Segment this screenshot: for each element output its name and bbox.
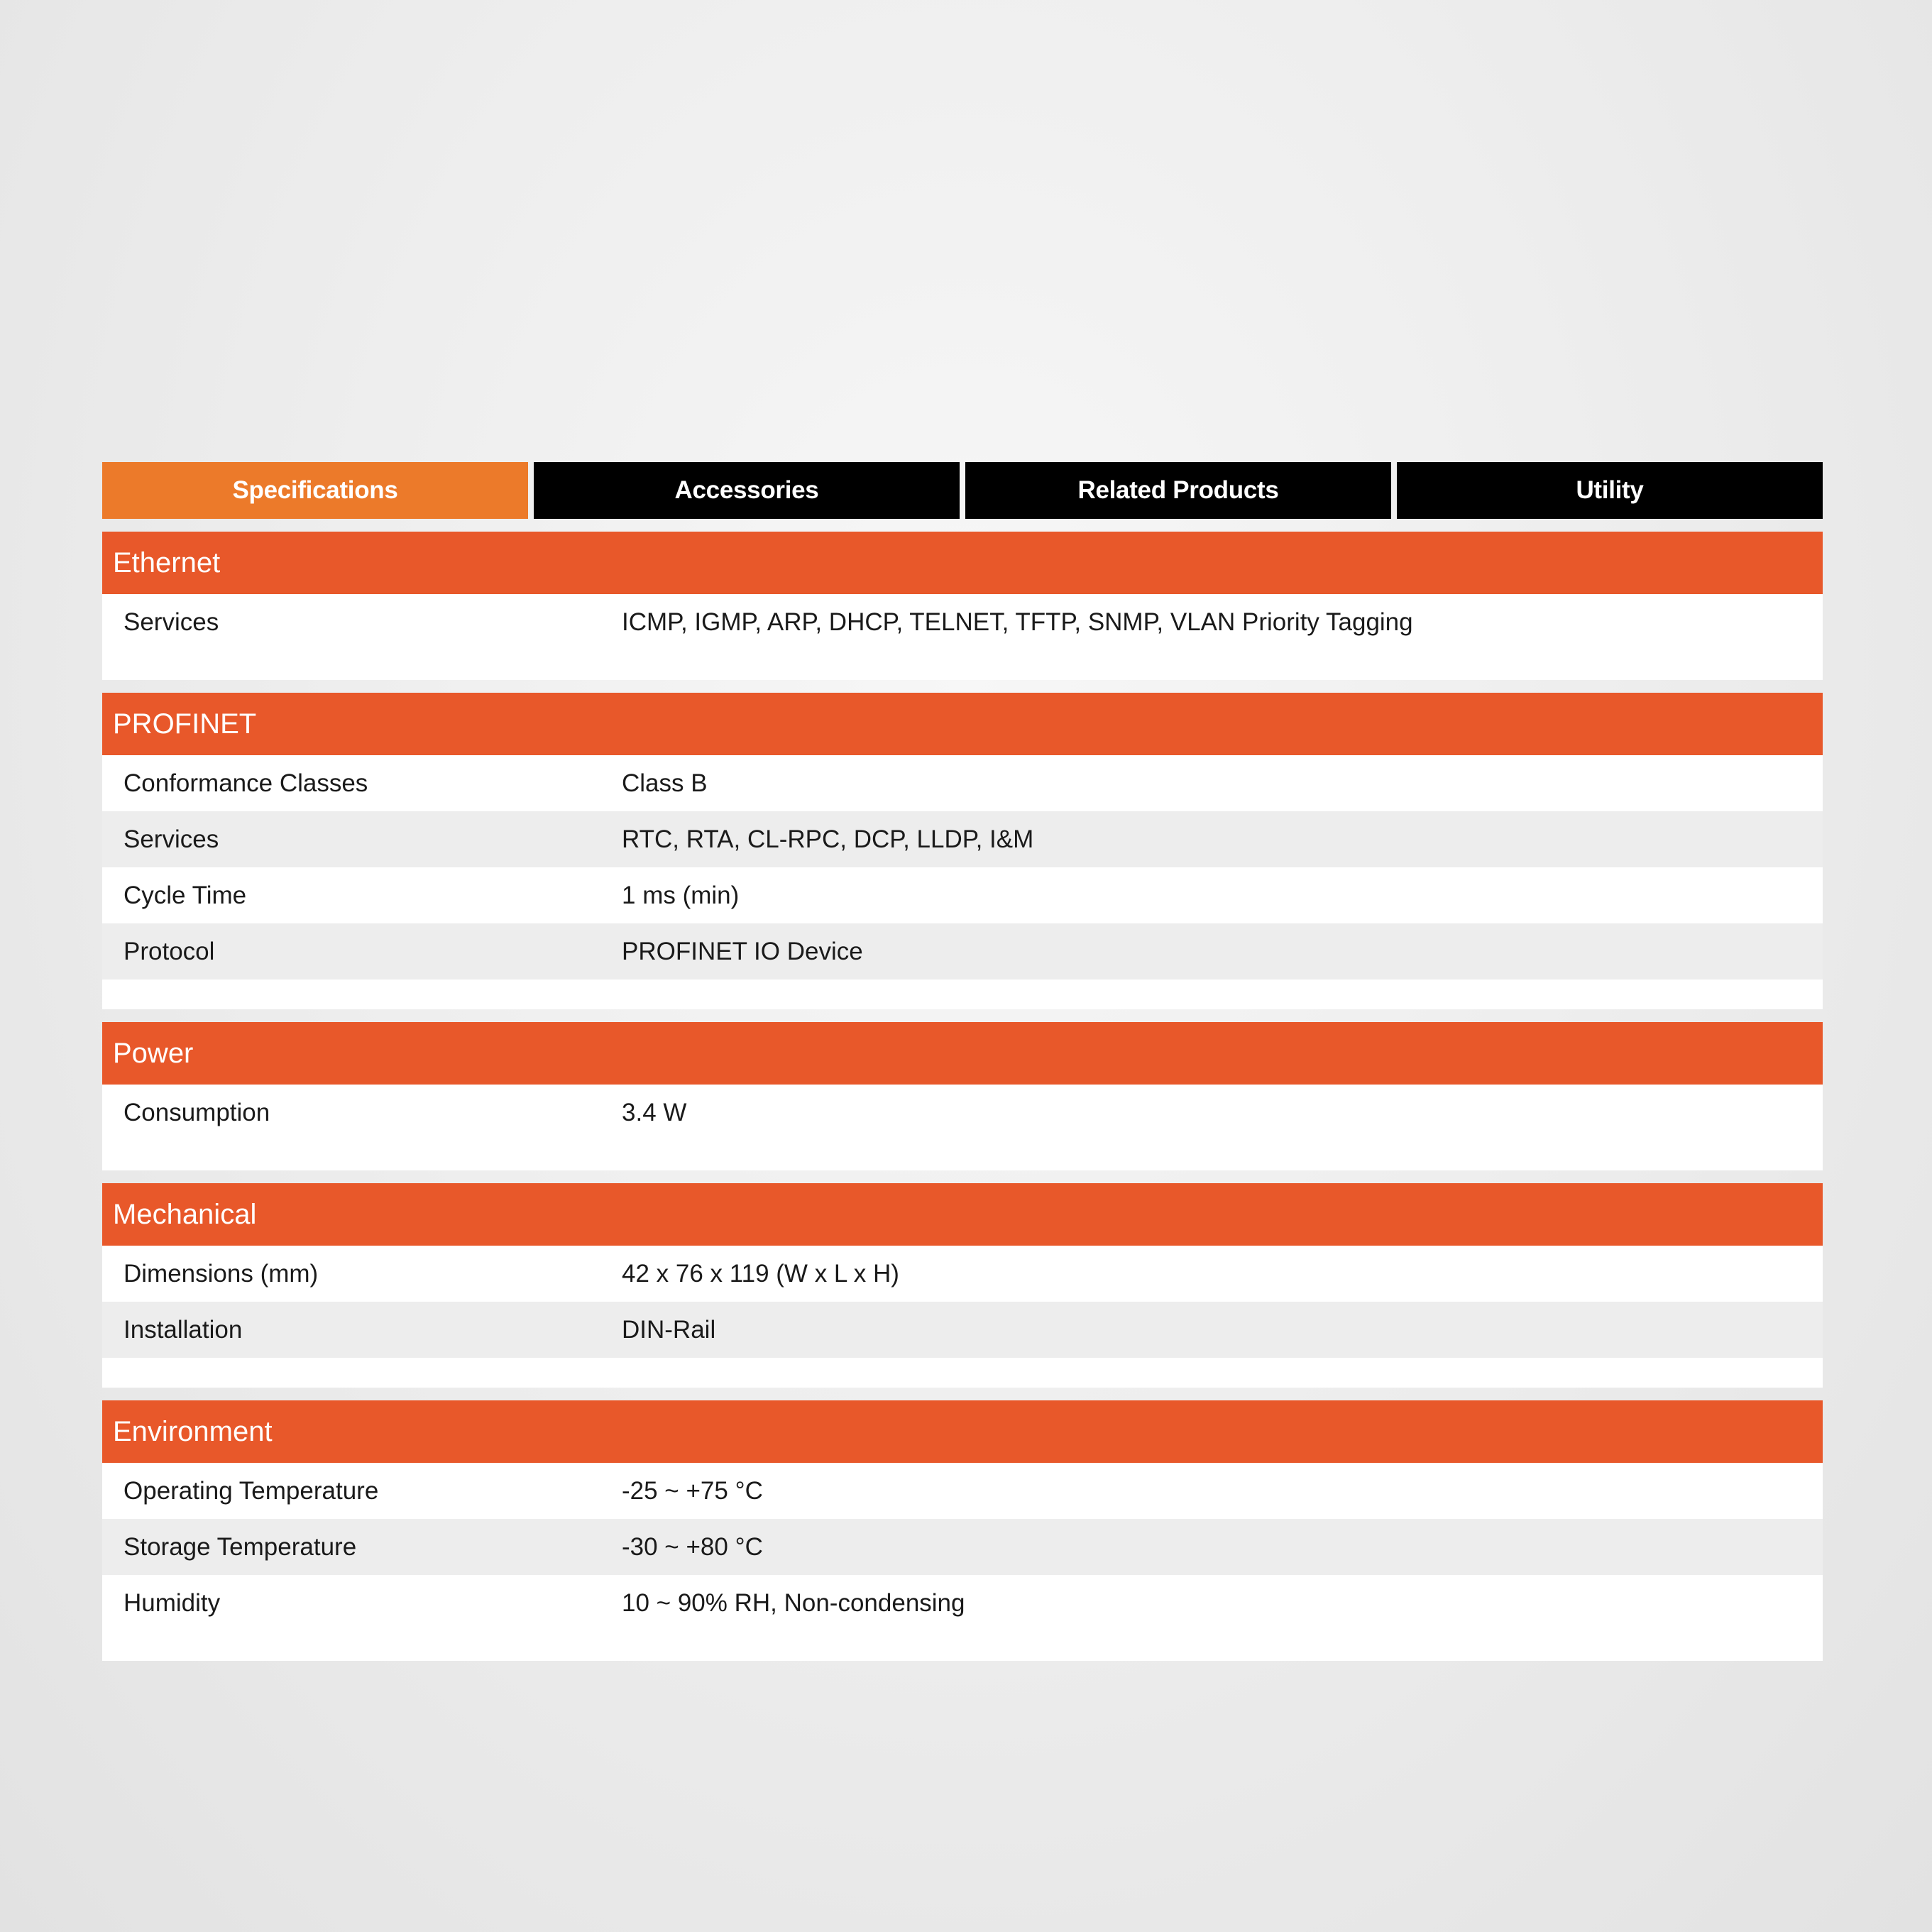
tab-related-products[interactable]: Related Products	[965, 462, 1391, 519]
table-row	[102, 594, 1823, 650]
tab-bar	[102, 462, 1823, 519]
section-ethernet	[102, 532, 1823, 680]
section-header: Environment	[102, 1400, 1823, 1463]
spec-panel	[102, 462, 1823, 1661]
section-header: PROFINET	[102, 693, 1823, 755]
spec-table	[102, 1246, 1823, 1388]
spec-label: Humidity	[124, 1588, 221, 1617]
spec-value: 42 x 76 x 119 (W x L x H)	[622, 1259, 899, 1288]
table-row	[102, 1519, 1823, 1575]
section-environment	[102, 1400, 1823, 1661]
spec-value: -30 ~ +80 °C	[622, 1532, 763, 1561]
table-row	[102, 1463, 1823, 1519]
spec-value: 1 ms (min)	[622, 881, 740, 909]
spec-value: ICMP, IGMP, ARP, DHCP, TELNET, TFTP, SNMP, VLAN Priority Tagging	[622, 608, 1413, 636]
table-row	[102, 1246, 1823, 1302]
spec-value: PROFINET IO Device	[622, 937, 863, 965]
table-row	[102, 755, 1823, 811]
spec-label: Dimensions (mm)	[124, 1259, 319, 1288]
spec-value: -25 ~ +75 °C	[622, 1476, 763, 1505]
spec-label: Consumption	[124, 1098, 270, 1126]
section-power	[102, 1022, 1823, 1170]
spec-label: Services	[124, 825, 219, 853]
spec-label: Protocol	[124, 937, 215, 965]
spec-table	[102, 1463, 1823, 1661]
spec-value: 3.4 W	[622, 1098, 687, 1126]
section-header: Ethernet	[102, 532, 1823, 594]
section-profinet	[102, 693, 1823, 1009]
table-row	[102, 867, 1823, 923]
table-row	[102, 923, 1823, 979]
spec-label: Installation	[124, 1315, 243, 1344]
section-header: Power	[102, 1022, 1823, 1085]
table-row	[102, 811, 1823, 867]
section-header: Mechanical	[102, 1183, 1823, 1246]
spec-value: Class B	[622, 769, 708, 797]
spec-table	[102, 755, 1823, 1009]
spec-value: RTC, RTA, CL-RPC, DCP, LLDP, I&M	[622, 825, 1034, 853]
spec-label: Cycle Time	[124, 881, 247, 909]
table-row	[102, 1085, 1823, 1141]
table-row	[102, 1302, 1823, 1358]
tab-utility[interactable]: Utility	[1397, 462, 1823, 519]
spec-label: Storage Temperature	[124, 1532, 357, 1561]
section-mechanical	[102, 1183, 1823, 1388]
spec-label: Operating Temperature	[124, 1476, 379, 1505]
spec-label: Conformance Classes	[124, 769, 368, 797]
spec-value: DIN-Rail	[622, 1315, 716, 1344]
table-row	[102, 1575, 1823, 1631]
tab-accessories[interactable]: Accessories	[534, 462, 960, 519]
spec-table	[102, 594, 1823, 680]
tab-specifications[interactable]: Specifications	[102, 462, 528, 519]
spec-value: 10 ~ 90% RH, Non-condensing	[622, 1588, 965, 1617]
spec-label: Services	[124, 608, 219, 636]
spec-table	[102, 1085, 1823, 1170]
